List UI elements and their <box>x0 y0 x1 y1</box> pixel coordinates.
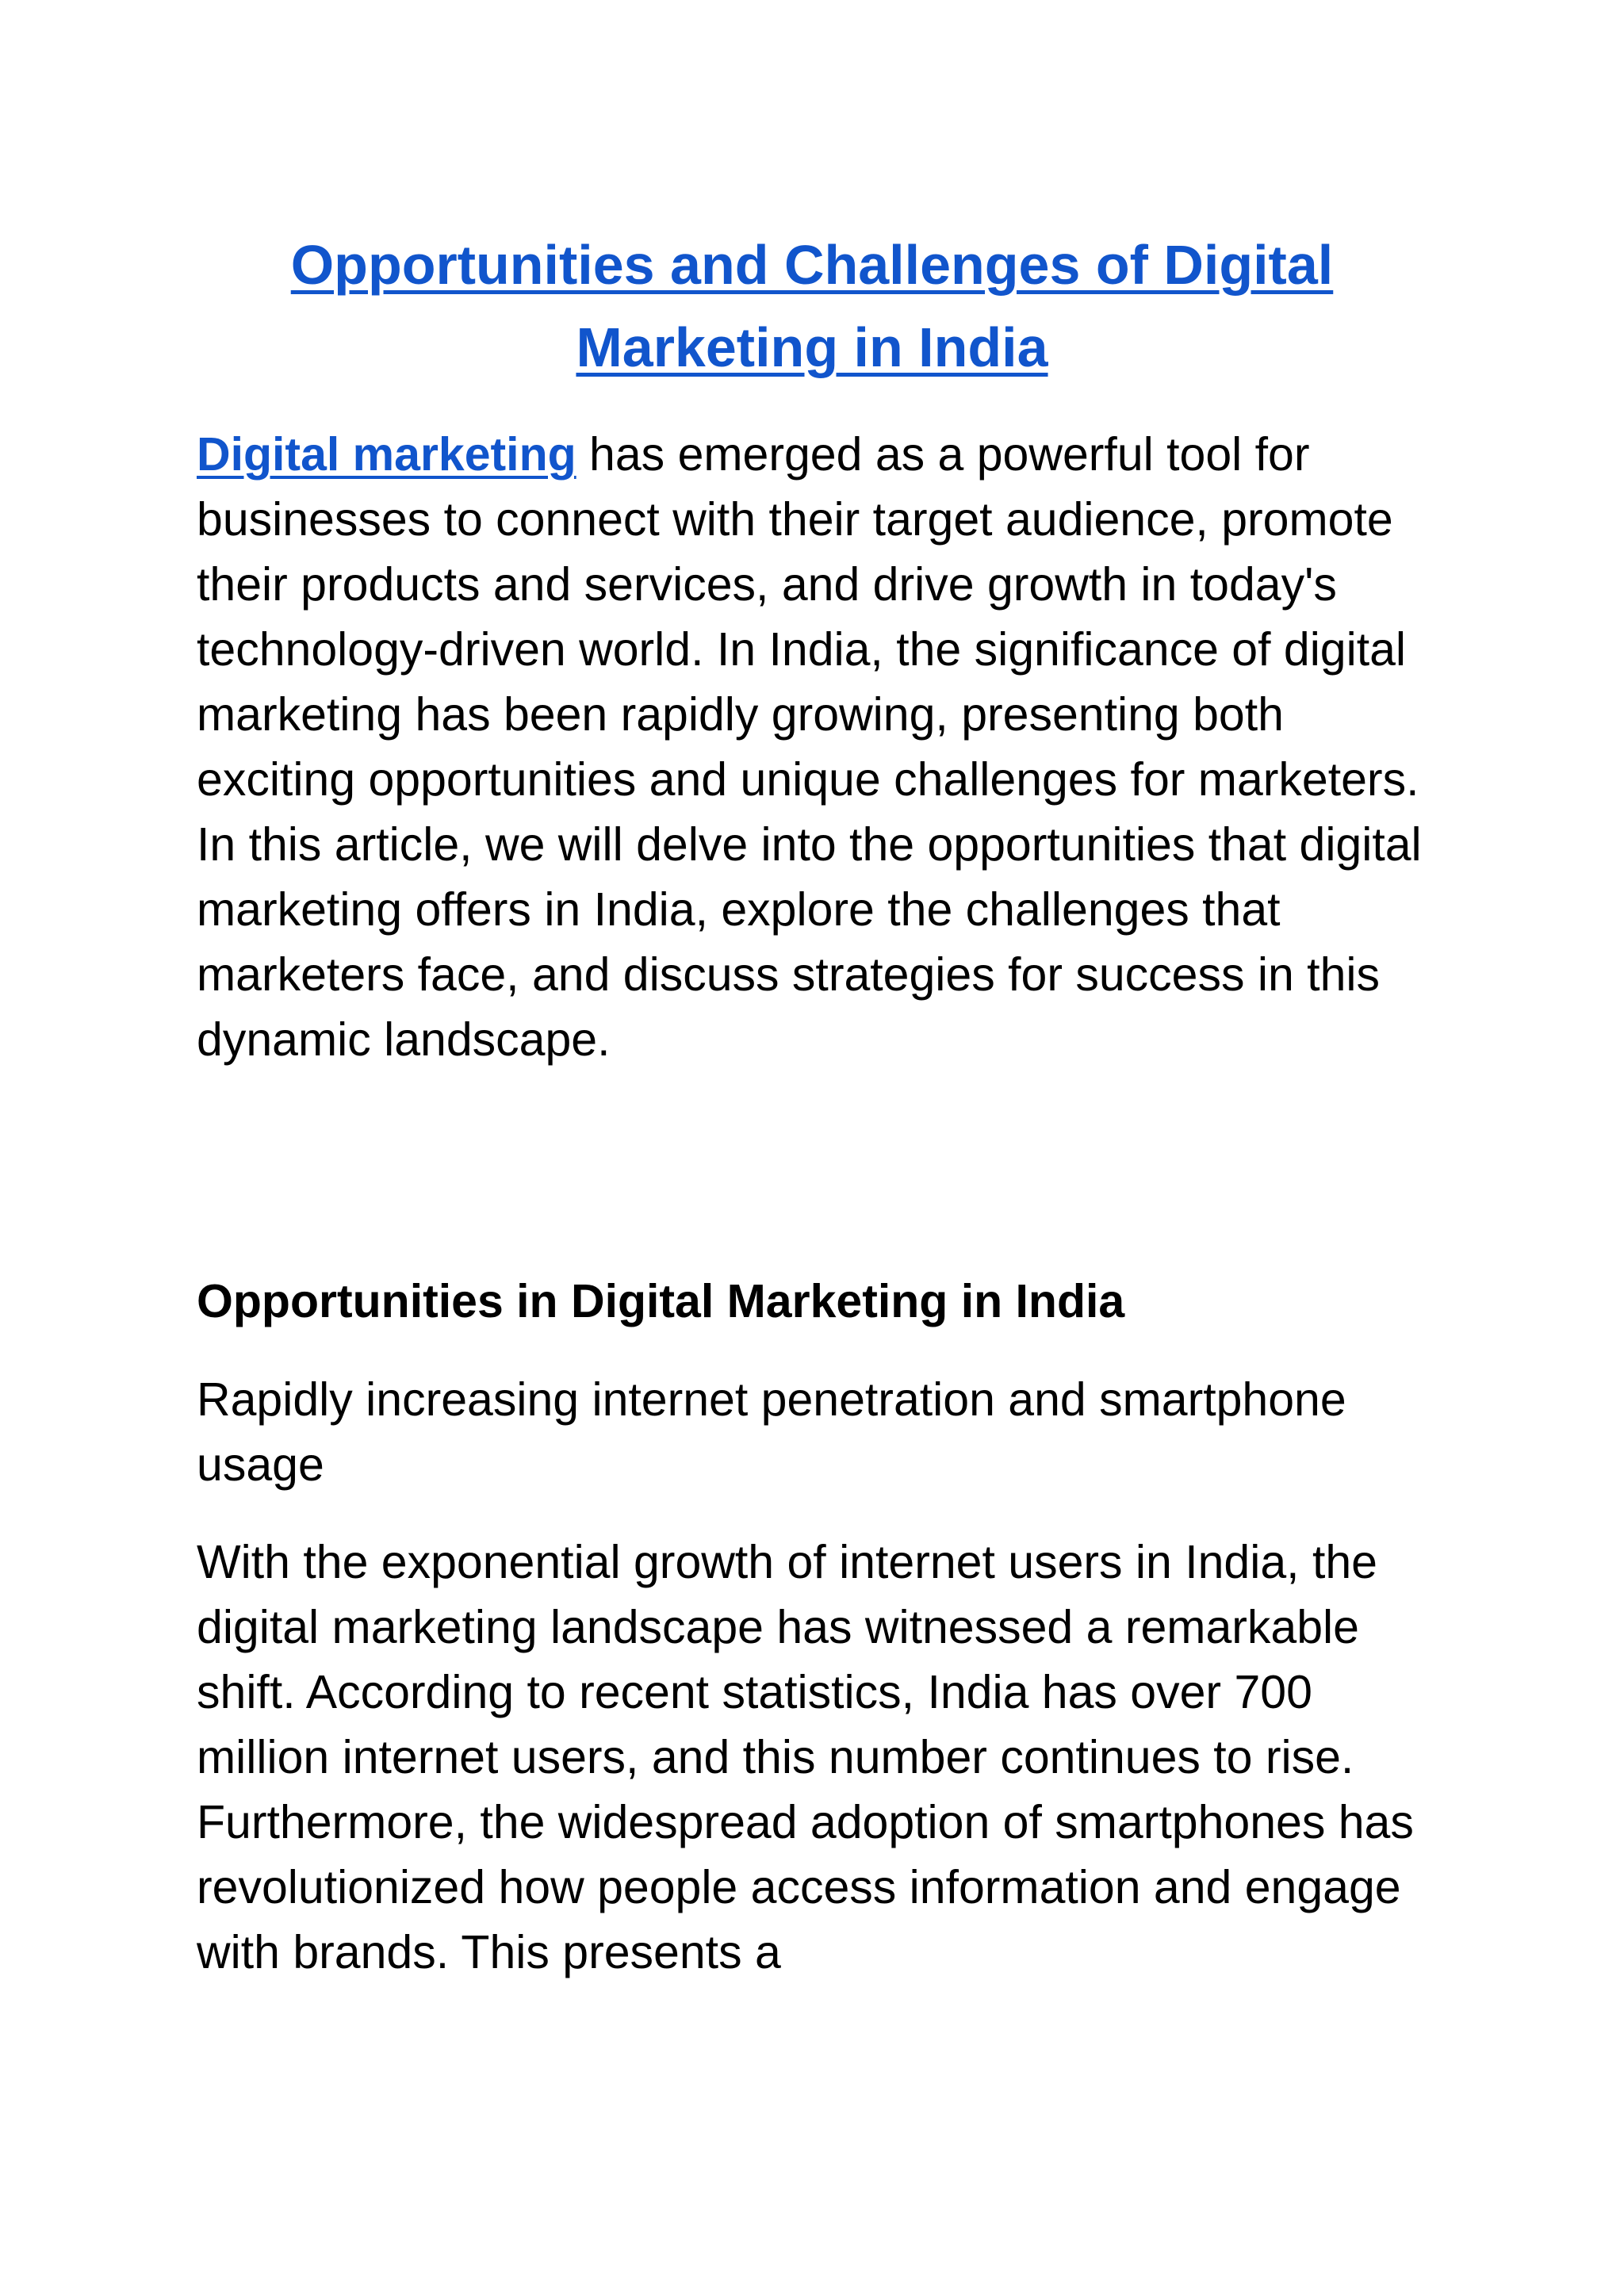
document-title-link[interactable]: Opportunities and Challenges of Digital Marketing in India <box>290 234 1334 378</box>
section-heading: Opportunities in Digital Marketing in India <box>197 1275 1125 1327</box>
intro-paragraph <box>197 422 1450 1072</box>
document-title <box>190 224 1434 389</box>
intro-text: has emerged as a powerful tool for businesses to connect with their target audience, promote their products and services, and drive growth in today's technology-driven world. In India, the significance of digital marketing has been rapidly growing, presenting both exciting opportunities and unique challenges for marketers. In this article, we will delve into the opportunities that digital marketing offers in India, explore the challenges that marketers face, and discuss strategies for success in this dynamic landscape. <box>197 428 1422 1066</box>
body-paragraph: With the exponential growth of internet users in India, the digital marketing landscape has witnessed a remarkable shift. According to recent statistics, India has over 700 million internet users, and this number continues to rise. Furthermore, the widespread adoption of smartphones has revolutionized how people access information and engage with brands. This presents a <box>197 1536 1414 1978</box>
subheading: Rapidly increasing internet penetration and smartphone usage <box>197 1373 1346 1491</box>
digital-marketing-link[interactable]: Digital marketing <box>197 428 576 481</box>
